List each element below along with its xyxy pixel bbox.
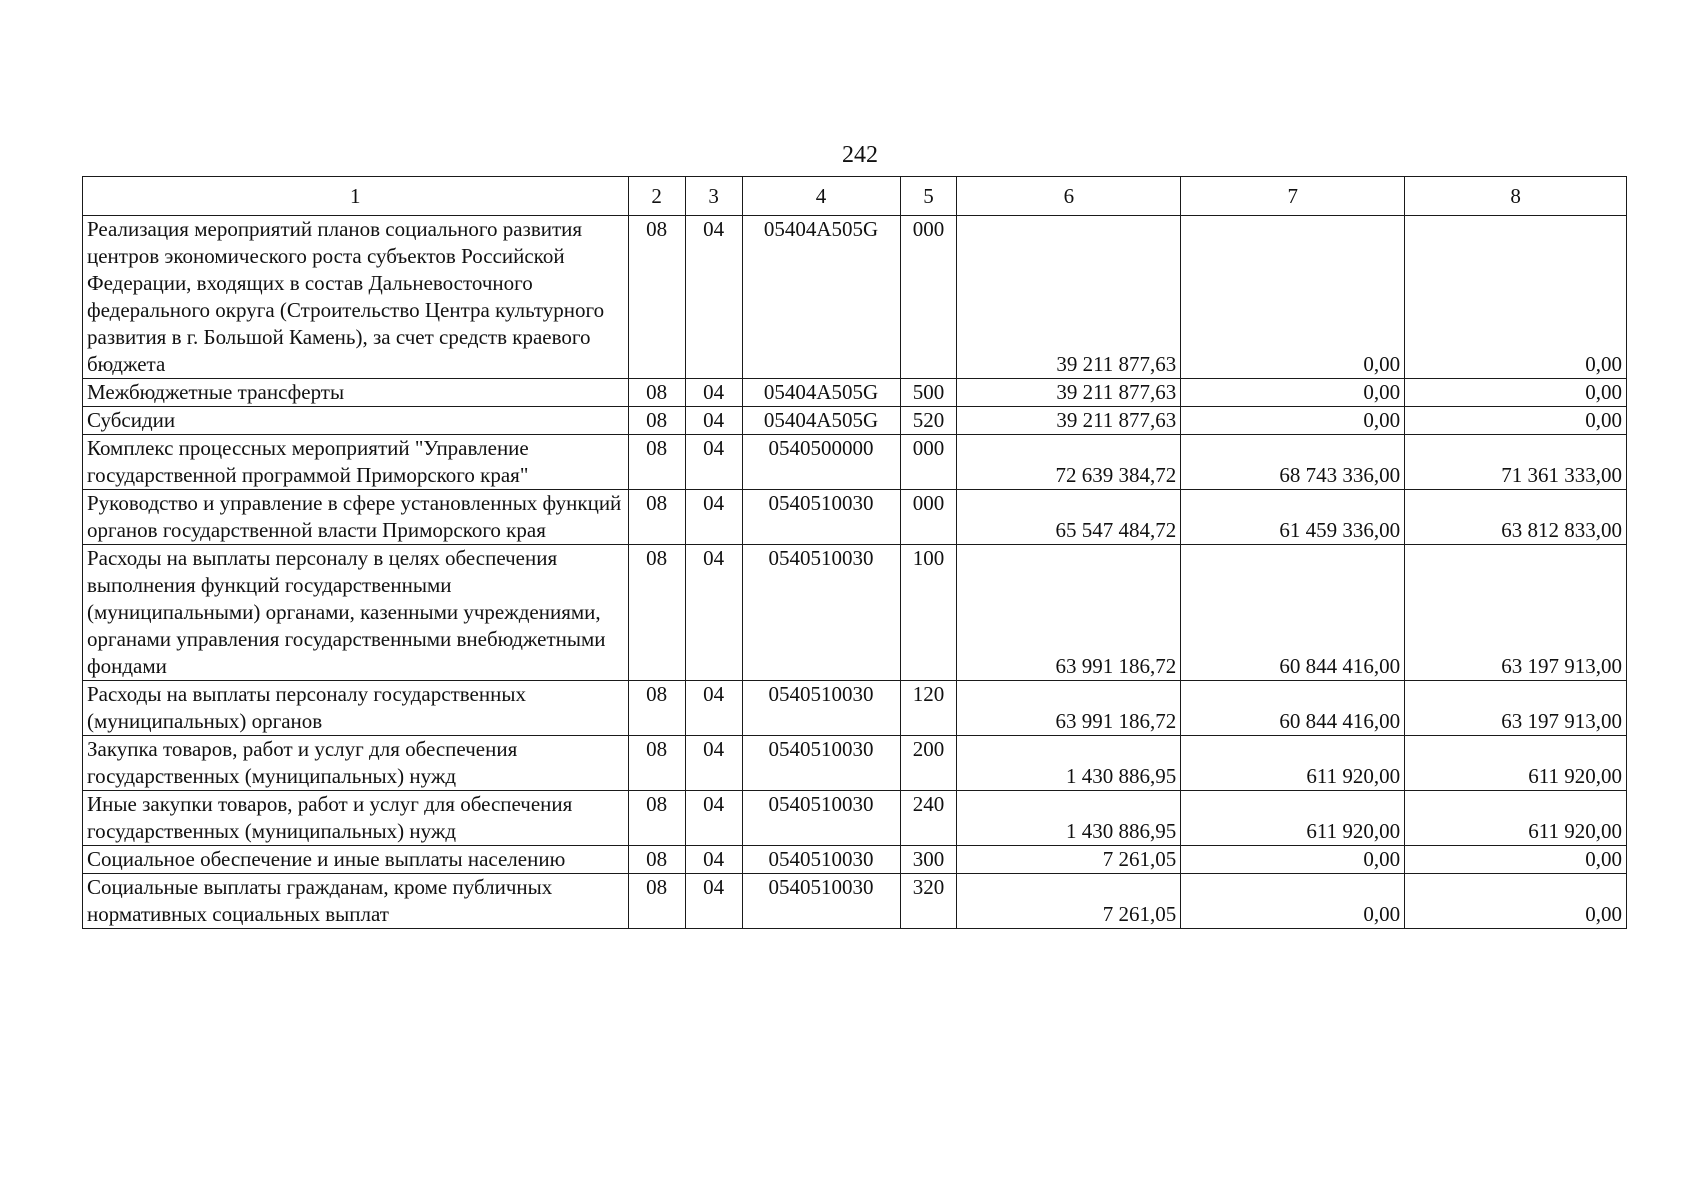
row-name: Межбюджетные трансферты bbox=[83, 379, 629, 407]
amount-col-8: 0,00 bbox=[1405, 874, 1627, 929]
amount-col-7: 611 920,00 bbox=[1181, 791, 1405, 846]
section-code: 08 bbox=[628, 846, 685, 874]
expense-type-code: 000 bbox=[900, 435, 957, 490]
amount-col-8: 0,00 bbox=[1405, 846, 1627, 874]
row-name: Социальные выплаты гражданам, кроме публичных нормативных социальных выплат bbox=[83, 874, 629, 929]
section-code: 08 bbox=[628, 545, 685, 681]
section-code: 08 bbox=[628, 490, 685, 545]
row-name: Реализация мероприятий планов социального развития центров экономического роста субъектов Российской Федерации, входящих в состав Дальневосточного федерального округа (Строительство Центра культурного развития в г. Большой Камень), за счет средств краевого бюджета bbox=[83, 216, 629, 379]
target-article-code: 0540510030 bbox=[742, 681, 900, 736]
column-header: 2 bbox=[628, 177, 685, 216]
target-article-code: 0540510030 bbox=[742, 874, 900, 929]
section-code: 08 bbox=[628, 681, 685, 736]
subsection-code: 04 bbox=[685, 736, 742, 791]
amount-col-6: 7 261,05 bbox=[957, 846, 1181, 874]
column-header: 6 bbox=[957, 177, 1181, 216]
amount-col-8: 63 197 913,00 bbox=[1405, 545, 1627, 681]
amount-col-7: 68 743 336,00 bbox=[1181, 435, 1405, 490]
amount-col-7: 611 920,00 bbox=[1181, 736, 1405, 791]
amount-col-8: 63 812 833,00 bbox=[1405, 490, 1627, 545]
table-row bbox=[83, 874, 1627, 929]
amount-col-7: 61 459 336,00 bbox=[1181, 490, 1405, 545]
table-row bbox=[83, 791, 1627, 846]
expense-type-code: 120 bbox=[900, 681, 957, 736]
row-name: Закупка товаров, работ и услуг для обеспечения государственных (муниципальных) нужд bbox=[83, 736, 629, 791]
row-name: Расходы на выплаты персоналу государственных (муниципальных) органов bbox=[83, 681, 629, 736]
amount-col-8: 611 920,00 bbox=[1405, 791, 1627, 846]
subsection-code: 04 bbox=[685, 379, 742, 407]
amount-col-7: 0,00 bbox=[1181, 216, 1405, 379]
expense-type-code: 520 bbox=[900, 407, 957, 435]
subsection-code: 04 bbox=[685, 791, 742, 846]
table-row bbox=[83, 681, 1627, 736]
subsection-code: 04 bbox=[685, 490, 742, 545]
table-row bbox=[83, 379, 1627, 407]
section-code: 08 bbox=[628, 435, 685, 490]
amount-col-6: 72 639 384,72 bbox=[957, 435, 1181, 490]
target-article-code: 0540510030 bbox=[742, 545, 900, 681]
expense-type-code: 320 bbox=[900, 874, 957, 929]
amount-col-6: 1 430 886,95 bbox=[957, 791, 1181, 846]
target-article-code: 0540500000 bbox=[742, 435, 900, 490]
amount-col-7: 0,00 bbox=[1181, 407, 1405, 435]
table-row bbox=[83, 216, 1627, 379]
expense-type-code: 300 bbox=[900, 846, 957, 874]
amount-col-8: 611 920,00 bbox=[1405, 736, 1627, 791]
section-code: 08 bbox=[628, 791, 685, 846]
column-header: 3 bbox=[685, 177, 742, 216]
amount-col-6: 39 211 877,63 bbox=[957, 407, 1181, 435]
amount-col-8: 63 197 913,00 bbox=[1405, 681, 1627, 736]
target-article-code: 0540510030 bbox=[742, 490, 900, 545]
amount-col-7: 60 844 416,00 bbox=[1181, 545, 1405, 681]
amount-col-8: 71 361 333,00 bbox=[1405, 435, 1627, 490]
row-name: Иные закупки товаров, работ и услуг для обеспечения государственных (муниципальных) нужд bbox=[83, 791, 629, 846]
row-name: Социальное обеспечение и иные выплаты населению bbox=[83, 846, 629, 874]
column-header: 5 bbox=[900, 177, 957, 216]
page-number: 242 bbox=[842, 142, 878, 168]
amount-col-6: 63 991 186,72 bbox=[957, 545, 1181, 681]
budget-table bbox=[82, 176, 1627, 929]
section-code: 08 bbox=[628, 736, 685, 791]
amount-col-8: 0,00 bbox=[1405, 407, 1627, 435]
subsection-code: 04 bbox=[685, 435, 742, 490]
column-header: 8 bbox=[1405, 177, 1627, 216]
target-article-code: 05404А505G bbox=[742, 379, 900, 407]
column-header: 4 bbox=[742, 177, 900, 216]
amount-col-6: 63 991 186,72 bbox=[957, 681, 1181, 736]
row-name: Субсидии bbox=[83, 407, 629, 435]
amount-col-7: 0,00 bbox=[1181, 846, 1405, 874]
target-article-code: 0540510030 bbox=[742, 791, 900, 846]
amount-col-7: 60 844 416,00 bbox=[1181, 681, 1405, 736]
subsection-code: 04 bbox=[685, 681, 742, 736]
row-name: Руководство и управление в сфере установленных функций органов государственной власти Приморского края bbox=[83, 490, 629, 545]
subsection-code: 04 bbox=[685, 874, 742, 929]
table-row bbox=[83, 490, 1627, 545]
subsection-code: 04 bbox=[685, 216, 742, 379]
target-article-code: 0540510030 bbox=[742, 736, 900, 791]
subsection-code: 04 bbox=[685, 545, 742, 681]
expense-type-code: 500 bbox=[900, 379, 957, 407]
column-header: 7 bbox=[1181, 177, 1405, 216]
row-name: Комплекс процессных мероприятий "Управление государственной программой Приморского края" bbox=[83, 435, 629, 490]
table-row bbox=[83, 846, 1627, 874]
subsection-code: 04 bbox=[685, 407, 742, 435]
table-row bbox=[83, 736, 1627, 791]
amount-col-6: 7 261,05 bbox=[957, 874, 1181, 929]
amount-col-8: 0,00 bbox=[1405, 216, 1627, 379]
column-header: 1 bbox=[83, 177, 629, 216]
expense-type-code: 100 bbox=[900, 545, 957, 681]
section-code: 08 bbox=[628, 216, 685, 379]
row-name: Расходы на выплаты персоналу в целях обеспечения выполнения функций государственными (муниципальными) органами, казенными учреждениями, органами управления государственными внебюджетными фондами bbox=[83, 545, 629, 681]
subsection-code: 04 bbox=[685, 846, 742, 874]
expense-type-code: 000 bbox=[900, 216, 957, 379]
header-row bbox=[83, 177, 1627, 216]
amount-col-8: 0,00 bbox=[1405, 379, 1627, 407]
expense-type-code: 200 bbox=[900, 736, 957, 791]
amount-col-6: 1 430 886,95 bbox=[957, 736, 1181, 791]
expense-type-code: 240 bbox=[900, 791, 957, 846]
table-row bbox=[83, 407, 1627, 435]
table-row bbox=[83, 545, 1627, 681]
amount-col-6: 65 547 484,72 bbox=[957, 490, 1181, 545]
target-article-code: 05404А505G bbox=[742, 407, 900, 435]
table-row bbox=[83, 435, 1627, 490]
target-article-code: 0540510030 bbox=[742, 846, 900, 874]
amount-col-7: 0,00 bbox=[1181, 379, 1405, 407]
section-code: 08 bbox=[628, 379, 685, 407]
expense-type-code: 000 bbox=[900, 490, 957, 545]
amount-col-6: 39 211 877,63 bbox=[957, 379, 1181, 407]
target-article-code: 05404А505G bbox=[742, 216, 900, 379]
section-code: 08 bbox=[628, 874, 685, 929]
amount-col-7: 0,00 bbox=[1181, 874, 1405, 929]
amount-col-6: 39 211 877,63 bbox=[957, 216, 1181, 379]
section-code: 08 bbox=[628, 407, 685, 435]
